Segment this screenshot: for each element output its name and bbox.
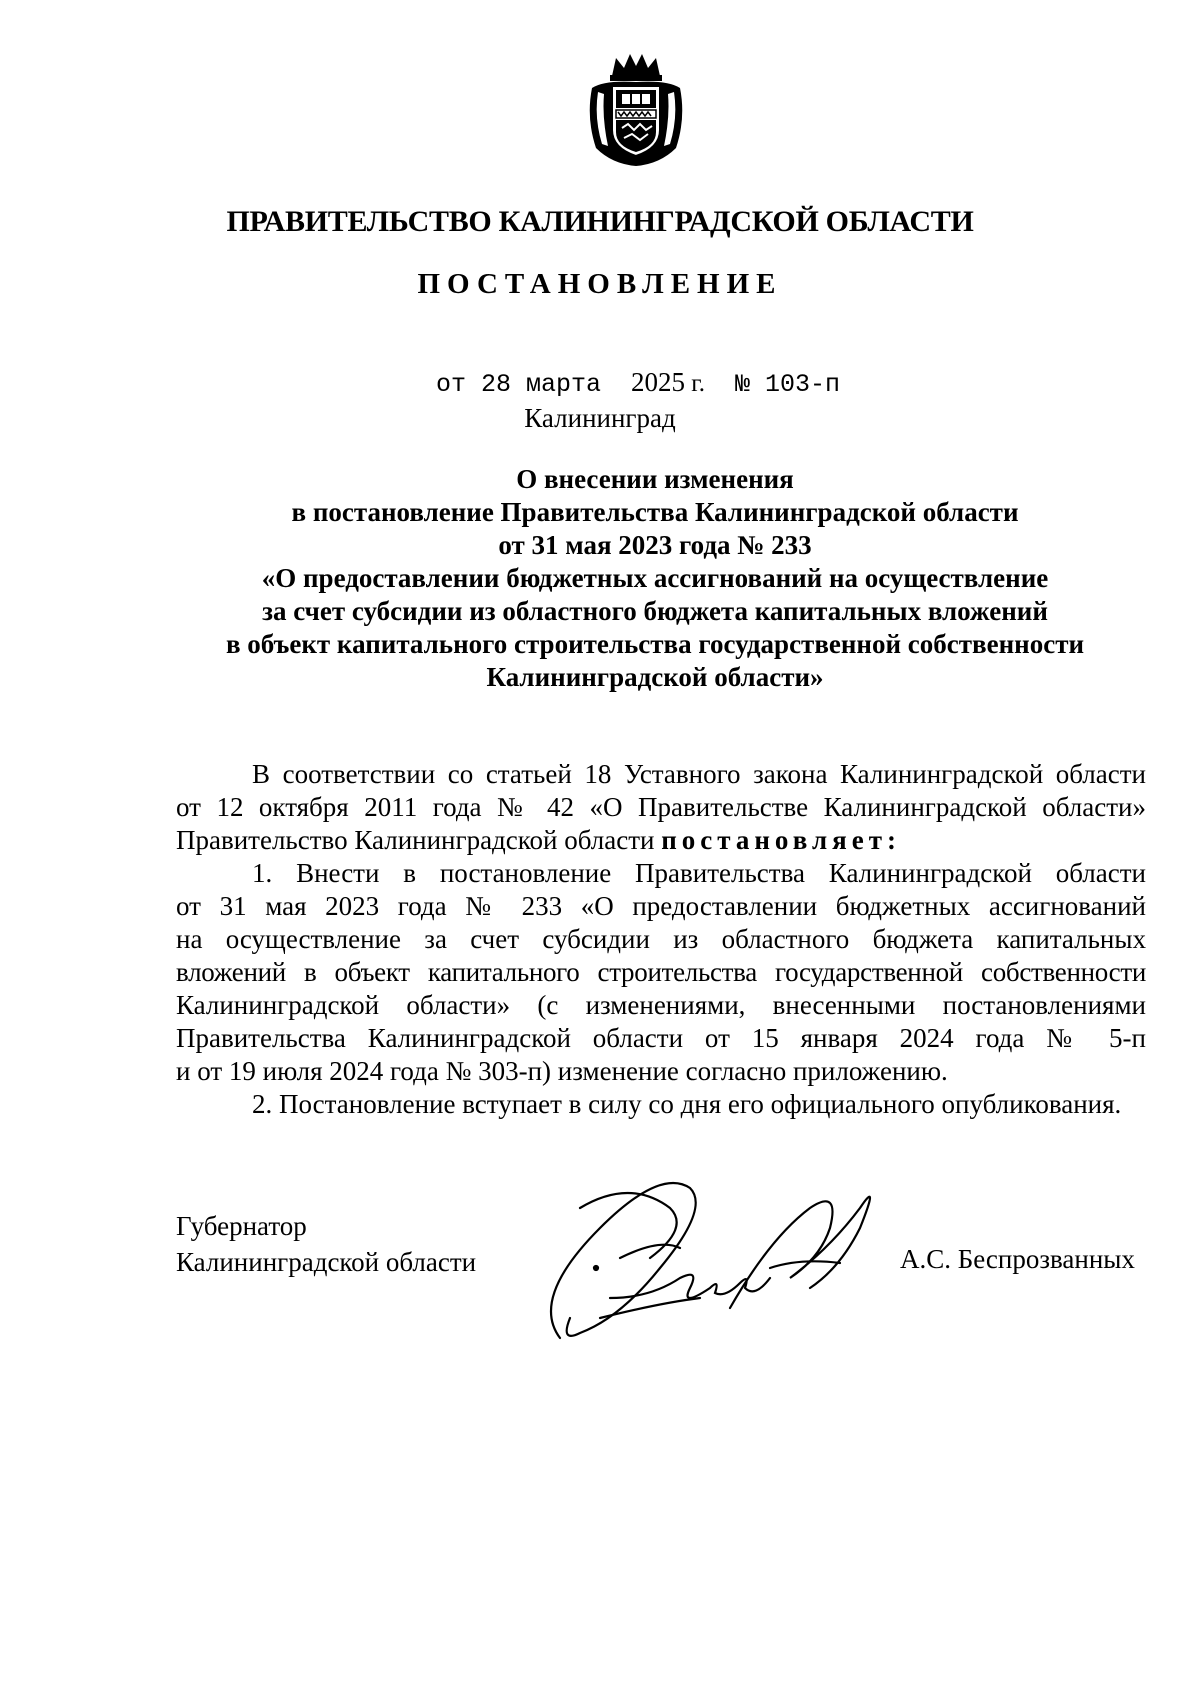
document-body xyxy=(176,758,1146,1121)
date-number-line xyxy=(436,367,856,399)
document-city: Калининград xyxy=(524,403,676,433)
document-year: 2025 xyxy=(631,367,686,397)
preamble-line: от 12 октября 2011 года № 42 «О Правительстве Калининградской области» xyxy=(176,792,1146,822)
item-1-line: Калининградской области» (с изменениями, внесенными постановлениями xyxy=(176,990,1146,1020)
kaliningrad-coat-of-arms-icon xyxy=(582,48,690,168)
item-2-paragraph xyxy=(176,1088,1146,1121)
title-line: О внесении изменения xyxy=(516,464,794,494)
document-title xyxy=(160,463,1150,694)
item-1-line: на осуществление за счет субсидии из областного бюджета капитальных xyxy=(176,924,1146,954)
handwritten-signature-icon xyxy=(540,1148,920,1358)
year-suffix: г. xyxy=(691,370,705,397)
item-1-line: вложений в объект капитального строительства государственной собственности xyxy=(176,957,1146,987)
position-line: Калининградской области xyxy=(176,1247,477,1277)
preamble-line xyxy=(176,824,1146,857)
preamble-subject: Правительство Калининградской области xyxy=(176,825,655,855)
preamble-paragraph xyxy=(176,758,1146,857)
document-type: ПОСТАНОВЛЕНИЕ xyxy=(417,268,783,300)
item-1-line: и от 19 июля 2024 года № 303-п) изменение согласно приложению. xyxy=(176,1056,948,1086)
title-line: «О предоставлении бюджетных ассигнований на осуществление xyxy=(261,563,1049,593)
title-line: Калининградской области» xyxy=(486,662,824,692)
preamble-verb: постановляет: xyxy=(661,825,901,855)
item-1-line: 1. Внести в постановление Правительства Калининградской области xyxy=(252,858,1146,888)
position-line: Губернатор xyxy=(176,1211,307,1241)
item-1-paragraph xyxy=(176,857,1146,1088)
signatory-position xyxy=(176,1208,476,1280)
item-1-line: от 31 мая 2023 года № 233 «О предоставлении бюджетных ассигнований xyxy=(176,891,1146,921)
item-2-line: 2. Постановление вступает в силу со дня его официального опубликования. xyxy=(252,1089,1122,1119)
document-number: № 103-п xyxy=(735,370,841,399)
title-line: от 31 мая 2023 года № 233 xyxy=(498,530,812,560)
item-1-line: Правительства Калининградской области от 15 января 2024 года № 5-п xyxy=(176,1023,1146,1053)
document-date: от 28 марта xyxy=(436,370,602,399)
signatory-name: А.С. Беспрозванных xyxy=(900,1244,1135,1274)
title-line: в постановление Правительства Калининградской области xyxy=(291,497,1019,527)
title-line: в объект капитального строительства государственной собственности xyxy=(225,629,1085,659)
government-name: ПРАВИТЕЛЬСТВО КАЛИНИНГРАДСКОЙ ОБЛАСТИ xyxy=(226,205,974,238)
title-line: за счет субсидии из областного бюджета капитальных вложений xyxy=(262,596,1048,626)
preamble-line: В соответствии со статьей 18 Уставного закона Калининградской области xyxy=(252,759,1146,789)
